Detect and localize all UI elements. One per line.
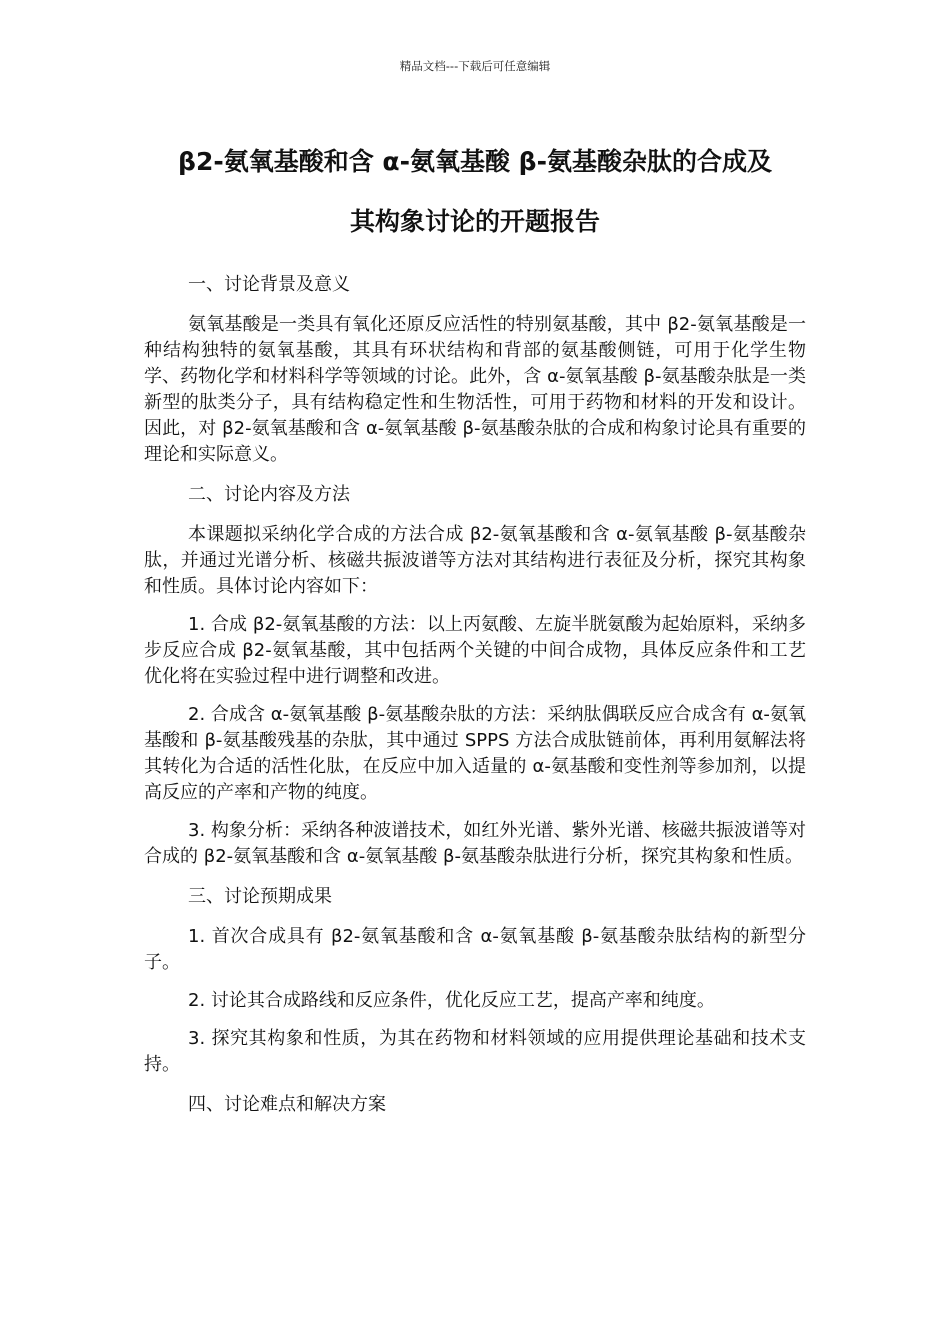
paragraph-outcome-1: 1. 首次合成具有 β2-氨氧基酸和含 α-氨氧基酸 β-氨基酸杂肽结构的新型分子。 <box>144 926 806 973</box>
title-line-2: 其构象讨论的开题报告 <box>349 207 600 236</box>
section-heading-4: 四、讨论难点和解决方案 <box>188 1094 386 1115</box>
section-heading-2: 二、讨论内容及方法 <box>188 484 350 505</box>
paragraph-outcome-3: 3. 探究其构象和性质，为其在药物和材料领域的应用提供理论基础和技术支持。 <box>144 1028 806 1075</box>
document-body <box>144 270 806 1132</box>
section-heading-3: 三、讨论预期成果 <box>188 886 332 907</box>
paragraph-outcome-2: 2. 讨论其合成路线和反应条件，优化反应工艺，提高产率和纯度。 <box>188 990 715 1011</box>
paragraph-background: 氨氧基酸是一类具有氧化还原反应活性的特别氨基酸，其中 β2-氨氧基酸是一种结构独特的氨氧基酸，其具有环状结构和背部的氨基酸侧链，可用于化学生物学、药物化学和材料科学等领域的讨论。此外，含 α-氨氧基酸 β-氨基酸杂肽是一类新型的肽类分子，具有结构稳定性和生物活性，可用于药物和材料的开发和设计。因此，对 β2-氨氧基酸和含 α-氨氧基酸 β-氨基酸杂肽的合成和构象讨论具有重要的理论和实际意义。 <box>144 314 806 465</box>
paragraph-method-intro: 本课题拟采纳化学合成的方法合成 β2-氨氧基酸和含 α-氨氧基酸 β-氨基酸杂肽，并通过光谱分析、核磁共振波谱等方法对其结构进行表征及分析，探究其构象和性质。具体讨论内容如下： <box>144 524 806 597</box>
paragraph-method-3: 3. 构象分析：采纳各种波谱技术，如红外光谱、紫外光谱、核磁共振波谱等对合成的 β2-氨氧基酸和含 α-氨氧基酸 β-氨基酸杂肽进行分析，探究其构象和性质。 <box>144 820 806 867</box>
title-line-1: β2-氨氧基酸和含 α-氨氧基酸 β-氨基酸杂肽的合成及 <box>178 147 772 176</box>
header-watermark: 精品文档---下载后可任意编辑 <box>399 59 551 73</box>
document-title <box>120 132 830 252</box>
paragraph-method-1: 1. 合成 β2-氨氧基酸的方法：以上丙氨酸、左旋半胱氨酸为起始原料，采纳多步反应合成 β2-氨氧基酸，其中包括两个关键的中间合成物，具体反应条件和工艺优化将在实验过程中进行调整和改进。 <box>144 614 806 687</box>
paragraph-method-2: 2. 合成含 α-氨氧基酸 β-氨基酸杂肽的方法：采纳肽偶联反应合成含有 α-氨氧基酸和 β-氨基酸残基的杂肽，其中通过 SPPS 方法合成肽链前体，再利用氨解法将其转化为合适的活性化肽，在反应中加入适量的 α-氨基酸和变性剂等参加剂，以提高反应的产率和产物的纯度。 <box>144 704 806 803</box>
section-heading-1: 一、讨论背景及意义 <box>188 274 350 295</box>
